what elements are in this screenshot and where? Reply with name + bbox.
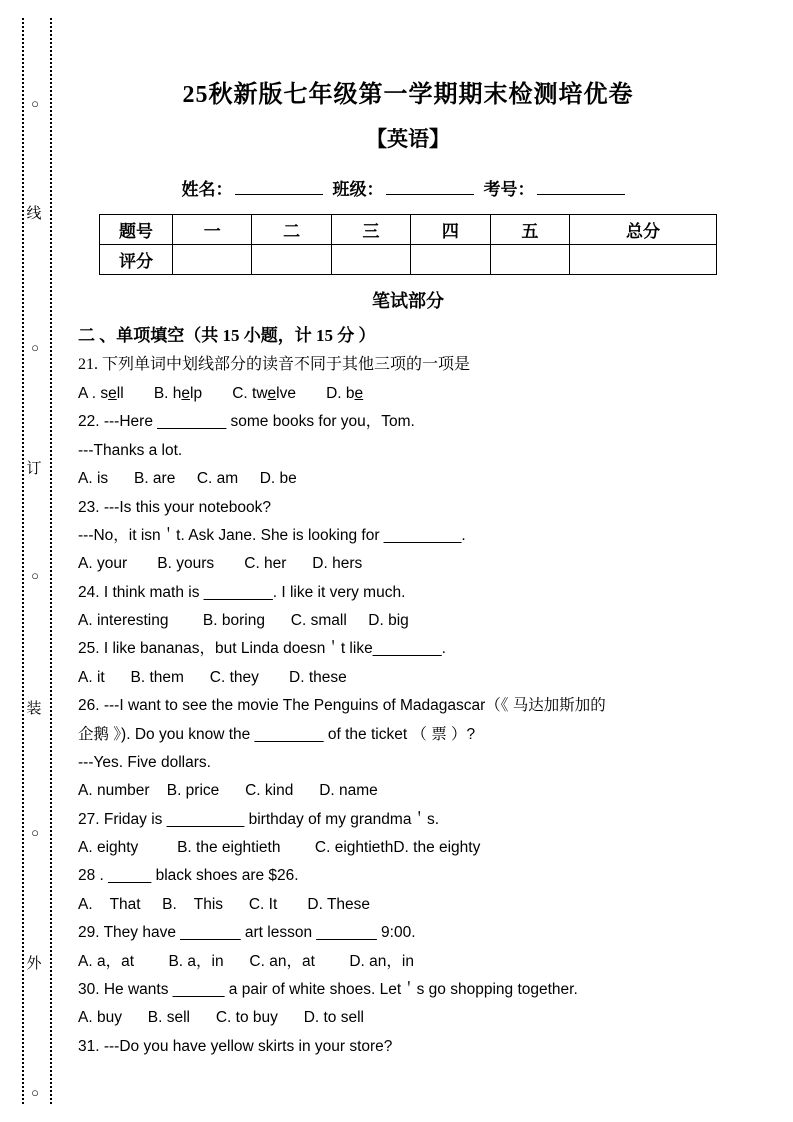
column-header: 四 — [411, 215, 490, 245]
binding-circle: ○ — [27, 96, 43, 112]
column-header: 五 — [490, 215, 569, 245]
question-stem: 30. He wants ______ a pair of white shoes. Let＇s go shopping together. — [78, 980, 578, 998]
column-header: 二 — [252, 215, 331, 245]
score-cell[interactable] — [252, 245, 331, 275]
exam-paper — [78, 0, 738, 1122]
page-subtitle: 【英语】 — [366, 127, 450, 151]
table-row — [100, 215, 717, 245]
question-stem: 23. ---Is this your notebook? — [78, 498, 271, 516]
question-stem-cont: ---Thanks a lot. — [78, 441, 183, 459]
row-label-score: 评分 — [100, 245, 173, 275]
page-title: 25秋新版七年级第一学期期末检测培优卷 — [182, 82, 634, 108]
question-stem: 27. Friday is _________ birthday of my grandma＇s. — [78, 810, 439, 828]
question-stem: 24. I think math is ________. I like it very much. — [78, 583, 406, 601]
score-cell[interactable] — [490, 245, 569, 275]
question-options: A. buy B. sell C. to buy D. to sell — [78, 1009, 364, 1027]
table-row — [100, 245, 717, 275]
binding-circle: ○ — [27, 568, 43, 584]
column-header-total: 总分 — [570, 215, 717, 245]
column-header: 三 — [331, 215, 410, 245]
question-stem-cont: 企鹅 》). Do you know the ________ of the ticket （ 票 ）? — [78, 725, 476, 743]
question-stem: 22. ---Here ________ some books for you，Tom. — [78, 413, 415, 431]
question-stem: 28 . _____ black shoes are $26. — [78, 867, 299, 885]
binding-circle: ○ — [27, 340, 43, 356]
question-options: A. a，at B. a，in C. an，at D. an，in — [78, 952, 414, 970]
question-stem-cont: ---No，it isn＇t. Ask Jane. She is looking for _________. — [78, 526, 466, 544]
score-cell[interactable] — [173, 245, 252, 275]
binding-circle: ○ — [27, 1085, 43, 1101]
question-options: A. That B. This C. It D. These — [78, 895, 371, 913]
class-label: 班级： — [332, 180, 384, 199]
row-label-number: 题号 — [100, 215, 173, 245]
name-label: 姓名： — [181, 180, 233, 199]
part-title: 笔试部分 — [372, 291, 444, 311]
dotted-line-outer — [22, 18, 24, 1104]
binding-word-xian: 线 — [24, 205, 44, 223]
question-stem: 25. I like bananas，but Linda doesn＇t like________. — [78, 640, 446, 658]
score-table — [99, 214, 717, 275]
question-stem: 31. ---Do you have yellow skirts in your store? — [78, 1037, 393, 1055]
score-cell[interactable] — [411, 245, 490, 275]
question-options: A. is B. are C. am D. be — [78, 470, 297, 488]
student-info-line — [78, 175, 738, 200]
question-stem: 29. They have _______ art lesson _______ 9:00. — [78, 924, 416, 942]
section-heading: 二 、单项填空（共 15 小题，计 15 分 ） — [78, 326, 376, 345]
binding-margin — [0, 0, 60, 1122]
examid-label: 考号： — [483, 180, 535, 199]
question-options: A. it B. them C. they D. these — [78, 668, 347, 686]
question-stem-cont2: ---Yes. Five dollars. — [78, 753, 211, 771]
dotted-line-inner — [50, 18, 52, 1104]
name-input[interactable] — [235, 194, 323, 195]
examid-input[interactable] — [537, 194, 625, 195]
question-options: A. interesting B. boring C. small D. big — [78, 612, 409, 629]
binding-circle: ○ — [27, 825, 43, 841]
question-options: A . sell B. help C. twelve D. be — [78, 385, 364, 402]
question-stem: 26. ---I want to see the movie The Penguins of Madagascar（《 马达加斯加的 — [78, 697, 606, 715]
score-cell-total[interactable] — [570, 245, 717, 275]
class-input[interactable] — [386, 194, 474, 195]
question-options: A. your B. yours C. her D. hers — [78, 555, 363, 573]
question-stem: 21. 下列单词中划线部分的读音不同于其他三项的一项是 — [78, 356, 471, 373]
binding-word-zhuang: 装 — [24, 700, 44, 718]
binding-word-ding: 订 — [24, 460, 44, 478]
column-header: 一 — [173, 215, 252, 245]
question-options: A. number B. price C. kind D. name — [78, 782, 378, 800]
question-options: A. eighty B. the eightieth C. eightiethD. the eighty — [78, 839, 481, 856]
binding-word-wai: 外 — [24, 955, 44, 973]
score-cell[interactable] — [331, 245, 410, 275]
